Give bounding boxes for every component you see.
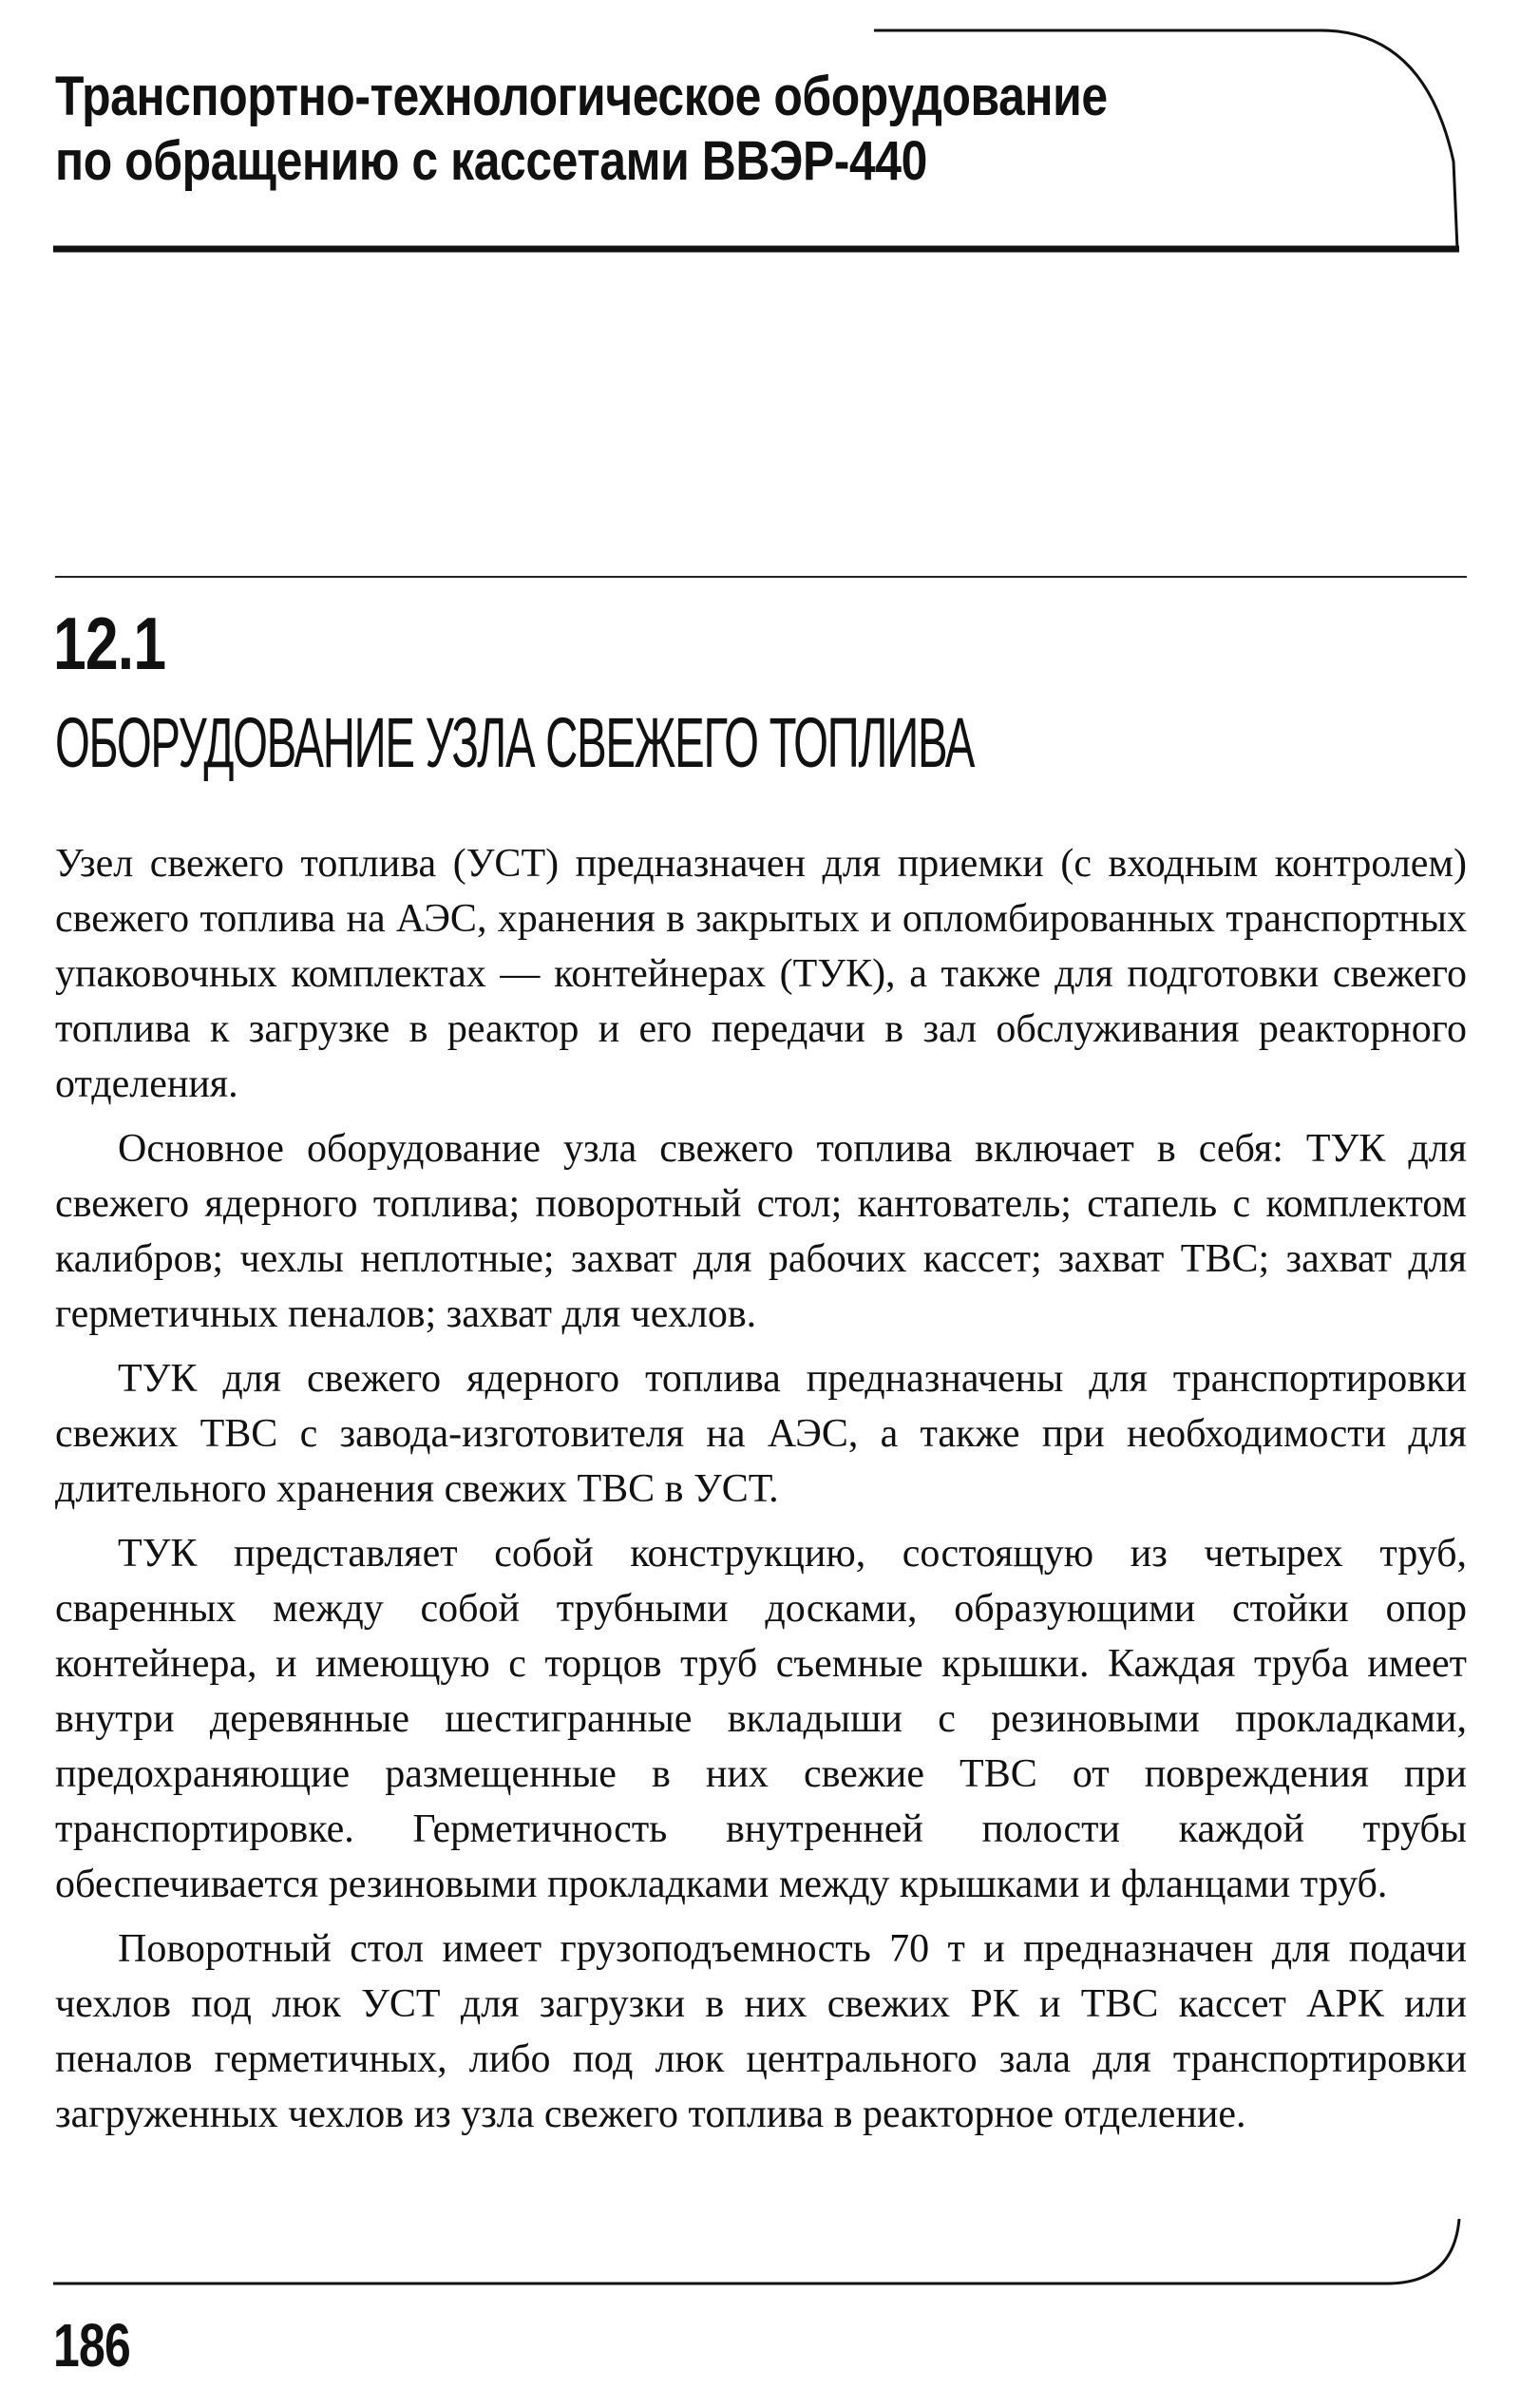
section-number: 12.1 (53, 602, 166, 685)
chapter-title-line-2: по обращению с кассетами ВВЭР-440 (55, 130, 927, 192)
paragraph: ТУК для свежего ядерного топлива предназначены для транспортировки свежих ТВС с завода-изготовителя на АЭС, а также при необходимости для длительного хранения свежих ТВС в УСТ. (55, 1357, 1467, 1511)
page-number: 186 (53, 2311, 130, 2379)
paragraph: ТУК представляет собой конструкцию, состоящую из четырех труб, сваренных между собой трубными досками, образующими стойки опор контейнера, и имеющую с торцов труб съемные крышки. Каждая труба имеет внутри деревянные шестигранные вкладыши с резиновыми прокладками, предохраняющие размещенные в них свежие ТВС от повреждения при транспортировке. Герметичность внутренней полости каждой трубы обеспечивается резиновыми прокладками между крышками и фланцами труб. (55, 1532, 1467, 1906)
chapter-running-title (55, 65, 1199, 194)
body-text (55, 836, 1467, 2151)
section-title: ОБОРУДОВАНИЕ УЗЛА СВЕЖЕГО ТОПЛИВА (55, 703, 975, 782)
paragraph: Основное оборудование узла свежего топлива включает в себя: ТУК для свежего ядерного топлива; поворотный стол; кантователь; стапель с комплектом калибров; чехлы неплотные; захват для рабочих кассет; захват ТВС; захват для герметичных пеналов; захват для чехлов. (55, 1127, 1467, 1336)
chapter-title-line-1: Транспортно-технологическое оборудование (55, 66, 1108, 127)
paragraph: Узел свежего топлива (УСТ) предназначен для приемки (с входным контролем) свежего топлива на АЭС, хранения в закрытых и опломбированных транспортных упаковочных комплектах — контейнерах (ТУК), а также для подготовки свежего топлива к загрузке в реактор и его передачи в зал обслуживания реакторного отделения. (55, 842, 1467, 1106)
footer-curve-rule (53, 2219, 1459, 2284)
section-divider (55, 576, 1467, 578)
paragraph: Поворотный стол имеет грузоподъемность 70 т и предназначен для подачи чехлов под люк УСТ для загрузки в них свежих РК и ТВС кассет АРК или пеналов герметичных, либо под люк центрального зала для транспортировки загруженных чехлов из узла свежего топлива в реакторное отделение. (55, 1927, 1467, 2136)
